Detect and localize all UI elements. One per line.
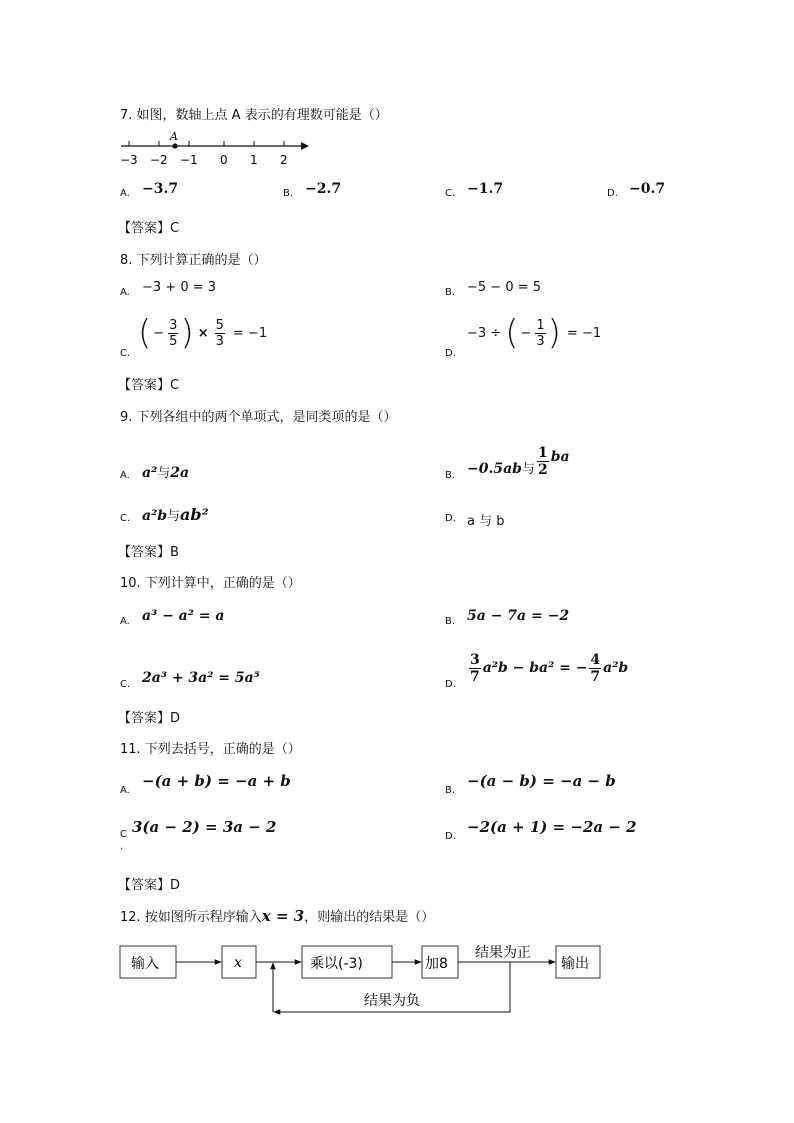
q10-answer: 【答案】D: [118, 711, 181, 726]
q8-option-d-letter: D.: [445, 348, 456, 359]
q10-option-d-expr: $\frac{3}{7}$ a²b − ba² = − $\frac{4}{7}$ a²b: [470, 651, 629, 685]
q7-option-c-value: −1.7: [467, 181, 504, 197]
q7-number-line: [115, 126, 315, 170]
q7-option-d-letter: D.: [607, 188, 618, 199]
positive-label: 结果为正: [475, 945, 531, 961]
fraction: $\frac{3}{7}$: [470, 651, 480, 685]
point-a-label: A: [170, 130, 178, 143]
fraction: $\frac{1}{2}$: [537, 445, 548, 478]
add-label: 加8: [425, 956, 448, 972]
q9-stem: 9. 下列各组中的两个单项式，是同类项的是（）: [120, 410, 397, 425]
q12-flowchart: [118, 938, 608, 1023]
q10-option-c-letter: C.: [120, 679, 131, 690]
q8-stem: 8. 下列计算正确的是（）: [120, 253, 267, 268]
q10-option-a-expr: a³ − a² = a: [142, 608, 225, 624]
q12-stem-math: x = 3: [261, 907, 305, 925]
q10-option-a-letter: A.: [120, 616, 130, 627]
right-paren: ): [547, 313, 561, 353]
fraction: $\frac{3}{5}$: [169, 317, 178, 349]
q9-option-c-letter: C.: [120, 513, 131, 524]
rhs: = −1: [232, 325, 268, 341]
q9-option-c-expr: a²b与ab²: [142, 505, 209, 524]
q8-option-a-letter: A.: [120, 287, 130, 298]
q10-option-d-letter: D.: [445, 679, 456, 690]
q11-stem: 11. 下列去括号，正确的是（）: [120, 742, 301, 757]
q7-option-c-letter: C.: [445, 188, 456, 199]
left-paren: (: [505, 313, 519, 353]
q8-option-b-expr: −5 − 0 = 5: [467, 280, 542, 295]
q7-option-a-value: −3.7: [142, 181, 179, 197]
q7-option-b-value: −2.7: [305, 181, 342, 197]
q7-option-a-letter: A.: [120, 188, 130, 199]
q9-option-d-text: a 与 b: [467, 514, 505, 529]
q8-answer: 【答案】C: [118, 378, 180, 393]
q9-option-b-letter: B.: [445, 470, 456, 481]
q8-option-d-expr: [467, 312, 601, 354]
fraction: $\frac{4}{7}$: [590, 651, 601, 685]
tick-label: 0: [220, 153, 228, 167]
input-label: 输入: [131, 956, 159, 972]
point-a-dot: [172, 143, 177, 148]
q9-option-a-letter: A.: [120, 470, 130, 481]
q7-option-d-value: −0.7: [629, 181, 666, 197]
fraction: $\frac{1}{3}$: [536, 317, 545, 349]
var-label: x: [234, 955, 242, 971]
q8-option-c-expr: [138, 312, 267, 354]
right-paren: ): [180, 313, 194, 353]
q11-option-a-letter: A.: [120, 785, 130, 796]
q8-option-b-letter: B.: [445, 287, 456, 298]
q11-answer: 【答案】D: [118, 878, 181, 893]
q11-option-a-expr: −(a + b) = −a + b: [142, 772, 291, 790]
tick-label: −1: [180, 153, 198, 167]
q11-option-d-letter: D.: [445, 831, 456, 842]
tick-label: 2: [280, 153, 288, 167]
q7-stem: 7. 如图，数轴上点 A 表示的有理数可能是（）: [120, 108, 388, 123]
q10-option-b-letter: B.: [445, 616, 456, 627]
q10-option-b-expr: 5a − 7a = −2: [467, 608, 570, 624]
output-label: 输出: [561, 956, 589, 972]
q7-option-b-letter: B.: [283, 188, 294, 199]
tick-label: 1: [250, 153, 258, 167]
q9-option-a-expr: a²与2a: [142, 465, 190, 481]
fraction: $\frac{5}{3}$: [215, 317, 224, 349]
q8-option-c-letter: C.: [120, 348, 131, 359]
tick-label: −3: [120, 153, 138, 167]
negative-label: 结果为负: [364, 993, 420, 1009]
minus-sign: −: [153, 325, 165, 341]
q7-answer: 【答案】C: [118, 221, 180, 236]
number-line-arrow: [301, 142, 309, 150]
q9-answer: 【答案】B: [118, 545, 179, 560]
q10-stem: 10. 下列计算中，正确的是（）: [120, 576, 301, 591]
q11-option-c-letter: C .: [120, 829, 127, 852]
q11-option-b-expr: −(a − b) = −a − b: [467, 772, 616, 790]
q9-option-d-letter: D.: [445, 513, 456, 524]
times-sign: ×: [197, 325, 209, 341]
left-paren: (: [138, 313, 152, 353]
q11-option-c-expr: 3(a − 2) = 3a − 2: [132, 818, 277, 836]
q8-option-a-expr: −3 + 0 = 3: [142, 280, 217, 295]
multiply-label: 乘以(-3): [310, 956, 363, 972]
tick-label: −2: [150, 153, 168, 167]
q11-option-d-expr: −2(a + 1) = −2a − 2: [467, 818, 637, 836]
q12-stem: 12. 按如图所示程序输入x = 3，则输出的结果是（）: [120, 907, 435, 925]
q11-option-b-letter: B.: [445, 785, 456, 796]
minus-sign: −: [520, 325, 532, 341]
lead: −3 ÷: [467, 325, 502, 341]
q10-option-c-expr: 2a³ + 3a² = 5a⁵: [142, 670, 260, 686]
rhs: = −1: [566, 325, 602, 341]
number-line-ticks: [129, 141, 284, 146]
q9-option-b-expr: −0.5ab 与 $\frac{1}{2}$ ba: [467, 445, 570, 478]
